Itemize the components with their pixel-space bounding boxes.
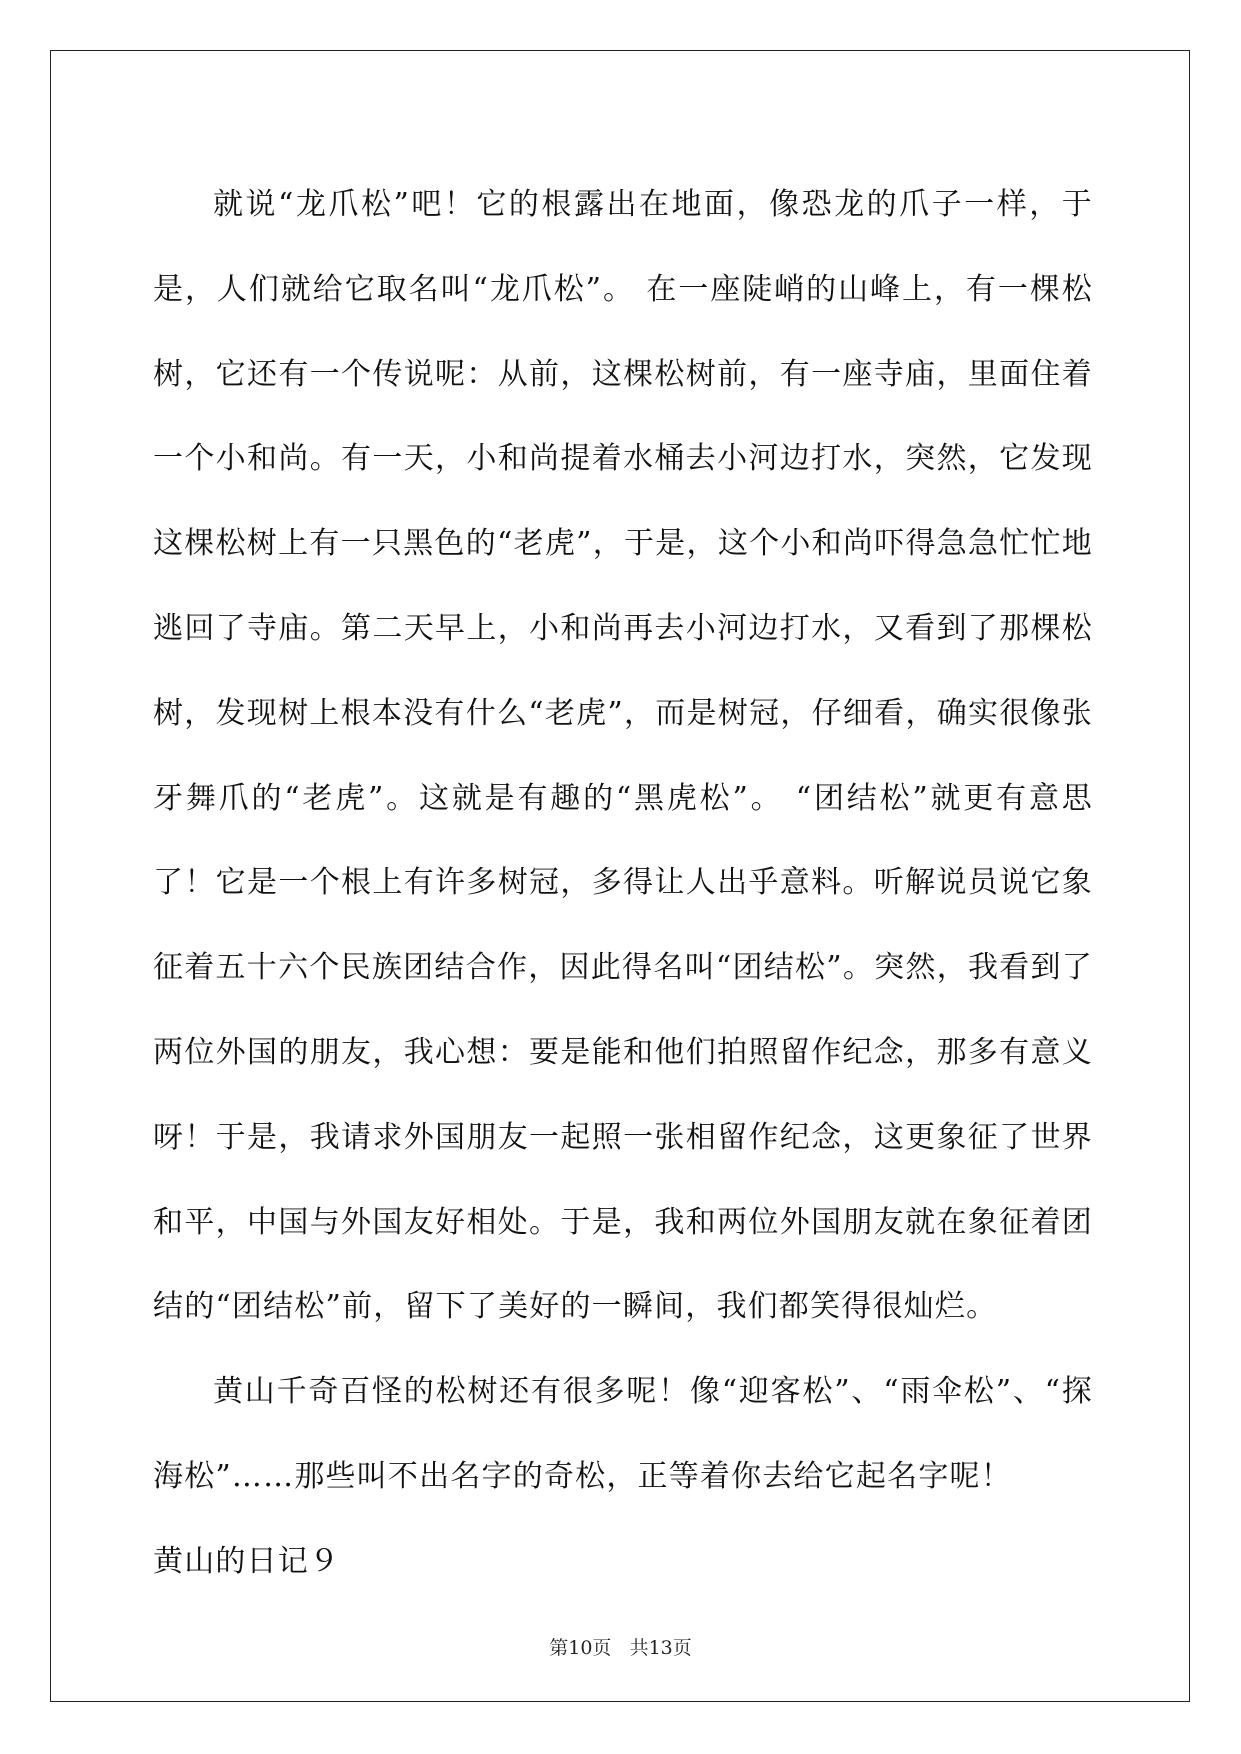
page-footer <box>0 1633 1241 1660</box>
paragraph: 就说“龙爪松”吧！它的根露出在地面，像恐龙的爪子一样，于是，人们就给它取名叫“龙爪松”。 在一座陡峭的山峰上，有一棵松树，它还有一个传说呢：从前，这棵松树前，有一座寺庙，里面住着一个小和尚。有一天，小和尚提着水桶去小河边打水，突然，它发现这棵松树上有一只黑色的“老虎”，于是，这个小和尚吓得急急忙忙地逃回了寺庙。第二天早上，小和尚再去小河边打水，又看到了那棵松树，发现树上根本没有什么“老虎”，而是树冠，仔细看，确实很像张牙舞爪的“老虎”。这就是有趣的“黑虎松”。 “团结松”就更有意思了！它是一个根上有许多树冠，多得让人出乎意料。听解说员说它象征着五十六个民族团结合作，因此得名叫“团结松”。突然，我看到了两位外国的朋友，我心想：要是能和他们拍照留作纪念，那多有意义呀！于是，我请求外国朋友一起照一张相留作纪念，这更象征了世界和平，中国与外国友好相处。于是，我和两位外国朋友就在象征着团结的“团结松”前，留下了美好的一瞬间，我们都笑得很灿烂。 <box>153 187 1093 1325</box>
footer-gap <box>611 1637 629 1659</box>
section-heading: 黄山的日记９ <box>153 1543 341 1579</box>
document-body <box>153 163 1093 1605</box>
page-number: 第10页 <box>549 1637 612 1659</box>
page-total: 共13页 <box>629 1637 692 1659</box>
paragraph: 黄山千奇百怪的松树还有很多呢！像“迎客松”、“雨伞松”、“探海松”……那些叫不出名字的奇松，正等着你去给它起名字呢！ <box>153 1374 1093 1494</box>
